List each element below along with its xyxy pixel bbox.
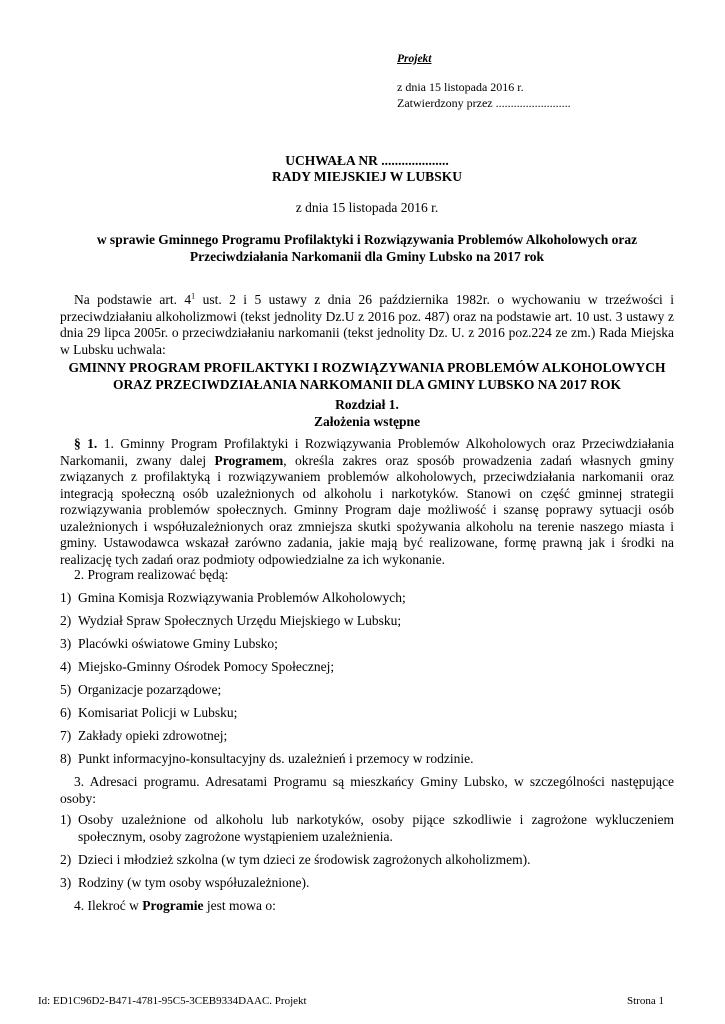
program-title-line-1: GMINNY PROGRAM PROFILAKTYKI I ROZWIĄZYWANIA PROBLEMÓW ALKOHOLOWYCH	[68, 360, 666, 375]
list-item-text: Gmina Komisja Rozwiązywania Problemów Alkoholowych;	[78, 590, 406, 605]
list-item-number: 3)	[60, 875, 72, 890]
projekt-label: Projekt	[397, 53, 432, 65]
subject-line-2: Przeciwdziałania Narkomanii dla Gminy Lubsko na 2017 rok	[189, 248, 545, 264]
list-item-text: Punkt informacyjno-konsultacyjny ds. uzależnień i przemocy w rodzinie.	[78, 751, 474, 766]
list-item-number: 6)	[60, 705, 72, 720]
chapter-number: Rozdział 1.	[335, 397, 399, 412]
list-item-text: Organizacje pozarządowe;	[78, 682, 222, 697]
list-item	[60, 613, 674, 630]
section-mark: § 1.	[74, 436, 98, 451]
header-approved: Zatwierdzony przez .........................	[397, 96, 571, 110]
document-id: Id: ED1C96D2-B471-4781-95C5-3CEB9334DAAC. Projekt	[38, 995, 307, 1007]
list-item-number: 1)	[60, 812, 72, 827]
list-item	[60, 659, 674, 676]
list-item-text: Komisariat Policji w Lubsku;	[78, 705, 238, 720]
title-line-1: UCHWAŁA NR ....................	[285, 153, 449, 168]
list-item-text: Dzieci i młodzież szkolna (w tym dzieci ze środowisk zagrożonych alkoholizmem).	[78, 852, 531, 867]
list-item	[60, 875, 674, 892]
list-item-number: 4)	[60, 659, 72, 674]
list-item-number: 3)	[60, 636, 72, 651]
list-item-text: Rodziny (w tym osoby współuzależnione).	[78, 875, 310, 890]
page-number: Strona 1	[627, 995, 664, 1007]
list-item-text: Osoby uzależnione od alkoholu lub narkotyków, osoby pijące szkodliwie i zagrożone wykluczeniem społecznym, osoby zagrożone wystąpieniem uzależnienia.	[78, 812, 674, 844]
list-item-text: Wydział Spraw Społecznych Urzędu Miejskiego w Lubsku;	[78, 613, 402, 628]
point-4-text-b: jest mowa o:	[203, 898, 276, 913]
section-1-text-a: 1. Gminny Program Profilaktyki i Rozwiązywania Problemów Alkoholowych oraz Przeciwdziałania Narkomanii, zwany dalej	[60, 436, 675, 468]
list-item-number: 1)	[60, 590, 72, 605]
list-item-text: Placówki oświatowe Gminy Lubsko;	[78, 636, 278, 651]
section-1-paragraph	[60, 436, 674, 568]
section-1-bold-term: Programem	[214, 452, 284, 468]
resolution-title	[60, 153, 674, 185]
list-item	[60, 590, 674, 607]
list-item	[60, 636, 674, 653]
point-2-heading: 2. Program realizować będą:	[74, 567, 229, 582]
list-item	[60, 852, 674, 869]
chapter-heading	[60, 397, 674, 430]
preamble-part-2: ust. 2 i 5 ustawy z dnia 26 października 1982r. o wychowaniu w trzeźwości i przeciwdziałaniu alkoholizmowi (tekst jednolity Dz.U z 2016 poz. 487) oraz na podstawie art. 10 ust. 3 ustawy z dnia 29 lipca 2005r. o przeciwdziałaniu narkomanii (tekst jednolity Dz. U. z 2016 poz.224 ze zm.) Rada Miejska w Lubsku uchwala:	[60, 292, 674, 357]
point-4-text-a: 4. Ilekroć w	[74, 898, 143, 913]
point-4-paragraph	[60, 898, 674, 915]
list-item	[60, 812, 674, 845]
preamble-part-1: Na podstawie art. 4	[74, 292, 192, 307]
list-item	[60, 682, 674, 699]
header-date: z dnia 15 listopada 2016 r.	[397, 80, 524, 94]
title-date: z dnia 15 listopada 2016 r.	[295, 200, 439, 215]
list-item-number: 2)	[60, 852, 72, 867]
point-4-bold-term: Programie	[142, 898, 204, 913]
list-item-text: Miejsko-Gminny Ośrodek Pomocy Społecznej;	[78, 659, 335, 674]
chapter-name: Założenia wstępne	[313, 413, 421, 429]
list-item	[60, 728, 674, 745]
subject-line-1: w sprawie Gminnego Programu Profilaktyki i Rozwiązywania Problemów Alkoholowych oraz	[96, 232, 638, 247]
list-item-number: 2)	[60, 613, 72, 628]
list-item-number: 8)	[60, 751, 72, 766]
section-1-text-b: , określa zakres oraz sposób prowadzenia zadań własnych gminy związanych z profilaktyką i rozwiązywaniem problemów alkoholowych, przeciwdziałania narkomanii oraz integracją społeczną osób uzależnionych od alkoholu i narkotyków. Stanowi on część gminnej strategii rozwiązywania problemów społecznych. Gminny Program daje możliwość i szansę poprawy sytuacji osób uzależnionych i współuzależnionych oraz zmniejsza skutki spożywania alkoholu na terenie naszego miasta i gminy. Ustawodawca wskazał zarówno zadania, jakie mają być realizowane, formę prawną jak i środki na realizację tych zadań oraz podmioty odpowiedzialne za ich wykonanie.	[60, 452, 675, 567]
preamble	[60, 292, 674, 358]
list-item-text: Zakłady opieki zdrowotnej;	[78, 728, 228, 743]
program-title-line-2: ORAZ PRZECIWDZIAŁANIA NARKOMANII DLA GMINY LUBSKO NA 2017 ROK	[112, 376, 622, 392]
preamble-sup: 1	[191, 291, 196, 301]
title-line-2: RADY MIEJSKIEJ W LUBSKU	[272, 169, 462, 184]
list-item	[60, 705, 674, 722]
header-block	[397, 53, 571, 111]
subject	[60, 232, 674, 265]
list-item-number: 5)	[60, 682, 72, 697]
point-3-paragraph: 3. Adresaci programu. Adresatami Programu są mieszkańcy Gminy Lubsko, w szczególności następujące osoby:	[60, 774, 674, 806]
program-title	[60, 360, 674, 393]
list-item-number: 7)	[60, 728, 72, 743]
list-item	[60, 751, 674, 768]
